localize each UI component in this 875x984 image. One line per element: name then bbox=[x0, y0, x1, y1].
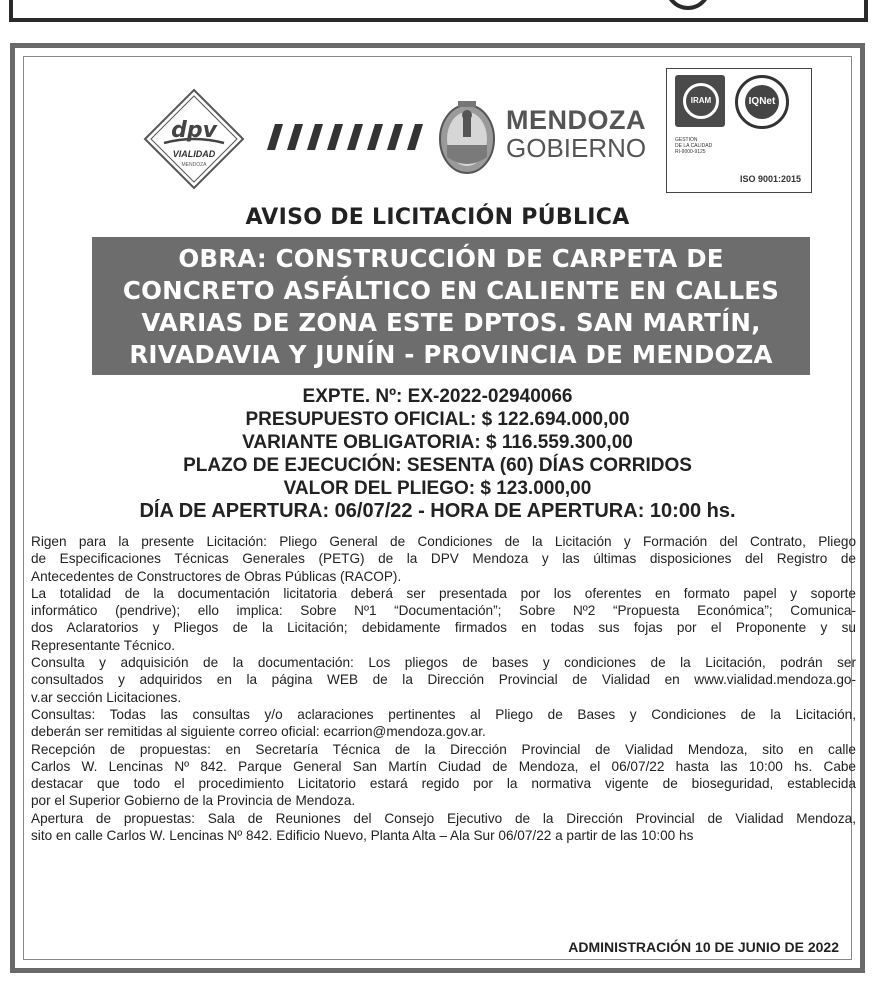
body-line: Representante Técnico. bbox=[31, 637, 176, 653]
body-line: Apertura de propuestas: Sala de Reuniones del Consejo Ejecutivo de la Dirección Provincial de Vialidad Mendoza, bbox=[31, 810, 856, 826]
dpv-name: VIALIDAD bbox=[172, 149, 216, 159]
previous-notice-frame bbox=[9, 0, 868, 22]
variante-line: VARIANTE OBLIGATORIA: $ 116.559.300,00 bbox=[242, 432, 633, 453]
stripe-divider bbox=[259, 124, 429, 150]
obra-line: RIVADAVIA Y JUNÍN - PROVINCIA DE MENDOZA bbox=[129, 340, 773, 369]
tender-notice bbox=[10, 43, 865, 973]
body-line: deberán ser remitidas al siguiente correo oficial: ecarrion@mendoza.gov.ar. bbox=[31, 724, 486, 740]
obra-line: OBRA: CONSTRUCCIÓN DE CARPETA DE bbox=[178, 244, 724, 273]
valor-pliego-line: VALOR DEL PLIEGO: $ 123.000,00 bbox=[283, 478, 592, 499]
notice-inner-frame bbox=[23, 56, 856, 960]
obra-line: VARIAS DE ZONA ESTE DPTOS. SAN MARTÍN, bbox=[141, 308, 761, 337]
apertura-line: DÍA DE APERTURA: 06/07/22 - HORA DE APERTURA: 10:00 hs. bbox=[139, 500, 736, 522]
iram-small-text: GESTION DE LA CALIDAD RI-9000-9125 bbox=[675, 137, 713, 155]
iqnet-logo bbox=[735, 75, 789, 129]
body-line: consultados y adquiridos en la página WEB de la Dirección Provincial de Vialidad en www.vialidad.mendoza.go- bbox=[31, 672, 856, 688]
notice-body bbox=[31, 533, 856, 844]
body-line: informático (pendrive); ello implica: Sobre Nº1 “Documentación”; Sobre Nº2 “Propuesta Económica”; Comunica- bbox=[31, 603, 856, 619]
mendoza-word: MENDOZA bbox=[506, 105, 646, 135]
body-line: sito en calle Carlos W. Lencinas Nº 842. Edificio Nuevo, Planta Alta – Ala Sur 06/07/22 a partir de las 10:00 hs bbox=[31, 828, 694, 844]
body-line: Rigen para la presente Licitación: Pliego General de Condiciones de la Licitación y Formación del Contrato, Pliego bbox=[31, 534, 856, 549]
notice-title: AVISO DE LICITACIÓN PÚBLICA bbox=[245, 205, 630, 230]
body-line: v.ar sección Licitaciones. bbox=[31, 689, 182, 705]
mendoza-gobierno-logo bbox=[506, 107, 646, 161]
body-line: Antecedentes de Constructores de Obras Públicas (RACOP). bbox=[31, 568, 402, 584]
body-line: Recepción de propuestas: en Secretaría Técnica de la Dirección Provincial de Vialidad Mendoza, sito en calle bbox=[31, 741, 856, 757]
body-line: Consultas: Todas las consultas y/o aclaraciones pertinentes al Pliego de Bases y Condiciones de la Licitación, bbox=[31, 706, 856, 722]
mendoza-shield-icon bbox=[436, 97, 498, 177]
dpv-sub: MENDOZA bbox=[181, 162, 207, 168]
iram-certification-badge bbox=[666, 68, 812, 193]
body-line: La totalidad de la documentación licitatoria deberá ser presentada por los oferentes en formato papel y soporte bbox=[31, 585, 856, 601]
iso-label: ISO 9001:2015 bbox=[739, 174, 801, 184]
body-line: dos Aclaratorios y Pliegos de la Licitación; debidamente firmados en todas sus fojas por el Proponente y su bbox=[31, 620, 856, 636]
dpv-letters: dpv bbox=[171, 118, 217, 143]
gobierno-word: GOBIERNO bbox=[506, 133, 647, 163]
expediente-line: EXPTE. Nº: EX-2022-02940066 bbox=[302, 386, 573, 407]
obra-line: CONCRETO ASFÁLTICO EN CALIENTE EN CALLES bbox=[122, 276, 780, 305]
tender-summary bbox=[24, 385, 851, 523]
dpv-vialidad-logo bbox=[142, 87, 246, 191]
body-line: Consulta y adquisición de la documentación: Los pliegos de bases y condiciones de la Licitación, podrán ser bbox=[31, 655, 856, 671]
iram-text: IRAM bbox=[683, 83, 719, 119]
iram-logo bbox=[675, 75, 725, 127]
body-line: Carlos W. Lencinas Nº 842. Parque General San Martín Ciudad de Mendoza, el 06/07/22 hasta las 10:00 hs. Cabe bbox=[31, 758, 856, 774]
body-line: de Especificaciones Técnicas Generales (PETG) de la DPV Mendoza y las últimas disposiciones del Registro de bbox=[31, 551, 856, 567]
header-logos bbox=[24, 57, 851, 207]
administration-date: ADMINISTRACIÓN 10 DE JUNIO DE 2022 bbox=[568, 939, 839, 955]
iqnet-text: IQNet bbox=[745, 85, 779, 119]
body-line: destacar que todo el procedimiento Licitatorio estará regido por la normativa vigente de bioseguridad, establecida bbox=[31, 776, 856, 792]
obra-banner bbox=[92, 237, 810, 375]
body-line: por el Superior Gobierno de la Provincia de Mendoza. bbox=[31, 793, 356, 809]
circle-mark bbox=[665, 0, 711, 10]
plazo-line: PLAZO DE EJECUCIÓN: SESENTA (60) DÍAS CORRIDOS bbox=[183, 455, 692, 476]
presupuesto-line: PRESUPUESTO OFICIAL: $ 122.694.000,00 bbox=[245, 409, 630, 430]
